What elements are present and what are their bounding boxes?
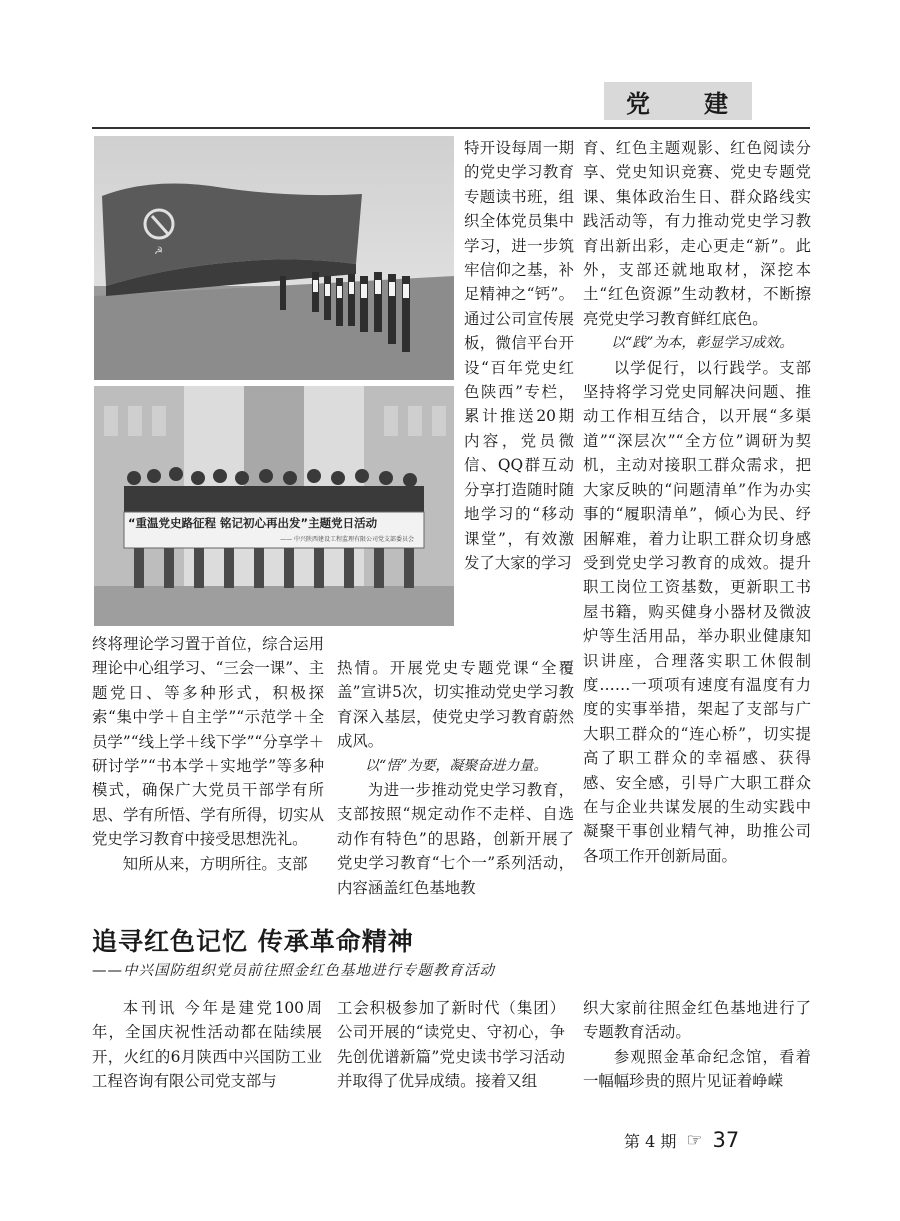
pointing-hand-icon: ☞ bbox=[686, 1129, 703, 1151]
article2-col1 bbox=[92, 996, 322, 1094]
photo-monument bbox=[94, 136, 454, 380]
article1-mid-top-text: 特开设每周一期的党史学习教育专题读书班，组织全体党员集中学习，进一步筑牢信仰之基，补足精神之“钙”。通过公司宣传展板，微信平台开设“百年党史红色陕西”专栏，累计推送20期内容，党员微信、QQ群互动分享打造随时随地学习的“移动课堂”，有效激发了大家的学习 bbox=[464, 139, 574, 572]
article2-title: 追寻红色记忆 传承革命精神 bbox=[92, 927, 414, 956]
page-footer bbox=[624, 1128, 739, 1152]
article1-right-subhead: 以“践”为本，彰显学习成效。 bbox=[611, 335, 794, 352]
section-tag bbox=[604, 82, 752, 120]
article2-col3-p2: 参观照金革命纪念馆，看着一幅幅珍贵的照片见证着峥嵘 bbox=[583, 1047, 811, 1091]
article2-subtitle: ——中兴国防组织党员前往照金红色基地进行专题教育活动 bbox=[92, 963, 495, 979]
article1-left-p1: 终将理论学习置于首位，综合运用理论中心组学习、“三会一课”、主题党日、等多种形式，积极探索“集中学＋自主学”“示范学＋全员学”“线上学＋线下学”“分享学＋研讨学”“书本学＋实地学”等多种模式，确保广大党员干部学有所思、学有所悟、学有所得，切实从党史学习教育中接受思想洗礼。 bbox=[92, 635, 324, 849]
svg-text:☭: ☭ bbox=[154, 246, 163, 257]
article2-col1-text: 本刊讯 今年是建党100周年，全国庆祝性活动都在陆续展开，火红的6月陕西中兴国防工业工程咨询有限公司党支部与 bbox=[92, 999, 322, 1091]
article2-col2 bbox=[337, 996, 565, 1094]
article1-mid-subhead: 以“悟”为要，凝聚奋进力量。 bbox=[365, 757, 548, 774]
article1-mid-p2: 为进一步推动党史学习教育，支部按照“规定动作不走样、自选动作有特色”的思路，创新开展了党史学习教育“七个一”系列活动，内容涵盖红色基地教 bbox=[337, 781, 574, 897]
issue-number: 第 4 期 bbox=[624, 1131, 677, 1151]
article1-mid-top bbox=[464, 136, 574, 575]
article1-right-p2: 以学促行，以行践学。支部坚持将学习党史同解决问题、推动工作相互结合，以开展“多渠道”“深层次”“全方位”调研为契机，主动对接职工群众需求，把大家反映的“问题清单”作为办实事的“履职清单”，倾心为民、纾困解难，着力让职工群众切身感受到党史学习教育的成效。提升职工岗位工资基数，更新职工书屋书籍，购买健身小器材及微波炉等生活用品，举办职业健康知识讲座，合理落实职工休假制度……一项项有速度有温度有力度的实事举措，架起了支部与广大职工群众的“连心桥”，切实提高了职工群众的幸福感、获得感、安全感，引导广大职工群众在与企业共谋发展的生动实践中凝聚干事创业精气神，助推公司各项工作开创新局面。 bbox=[583, 358, 811, 865]
article1-mid-p1: 热情。开展党史专题党课“全覆盖”宣讲5次，切实推动党史学习教育深入基层，使党史学习教育蔚然成风。 bbox=[337, 659, 574, 751]
section-tag-char2: 建 bbox=[704, 89, 730, 118]
article2-col3 bbox=[583, 996, 811, 1094]
section-tag-char1: 党 bbox=[626, 89, 652, 118]
article2-col3-p1: 织大家前往照金红色基地进行了专题教育活动。 bbox=[583, 999, 811, 1042]
banner-text: “重温党史路征程 铭记初心再出发”主题党日活动 bbox=[128, 516, 378, 530]
photo-group-banner bbox=[94, 386, 454, 626]
article1-right-col bbox=[583, 136, 811, 868]
banner-small-text: —— 中兴陕西建设工程监理有限公司党支部委员会 bbox=[280, 536, 414, 543]
article1-right-p1: 育、红色主题观影、红色阅读分享、党史知识竞赛、党史专题党课、集体政治生日、群众路线实践活动等，有力推动党史学习教育出新出彩，走心更走“新”。此外，支部还就地取材，深挖本土“红色资源”生动教材，不断擦亮党史学习教育鲜红底色。 bbox=[583, 139, 811, 328]
article2-col2-text: 工会积极参加了新时代（集团）公司开展的“读党史、守初心，争先创优谱新篇”党史读书学习活动并取得了优异成绩。接着又组 bbox=[337, 999, 565, 1091]
page-number: 37 bbox=[712, 1128, 740, 1152]
article1-mid-bottom bbox=[337, 656, 574, 900]
article1-left-p2: 知所从来，方明所往。支部 bbox=[122, 854, 308, 873]
header-rule bbox=[92, 127, 810, 129]
article1-left-col bbox=[92, 632, 324, 876]
